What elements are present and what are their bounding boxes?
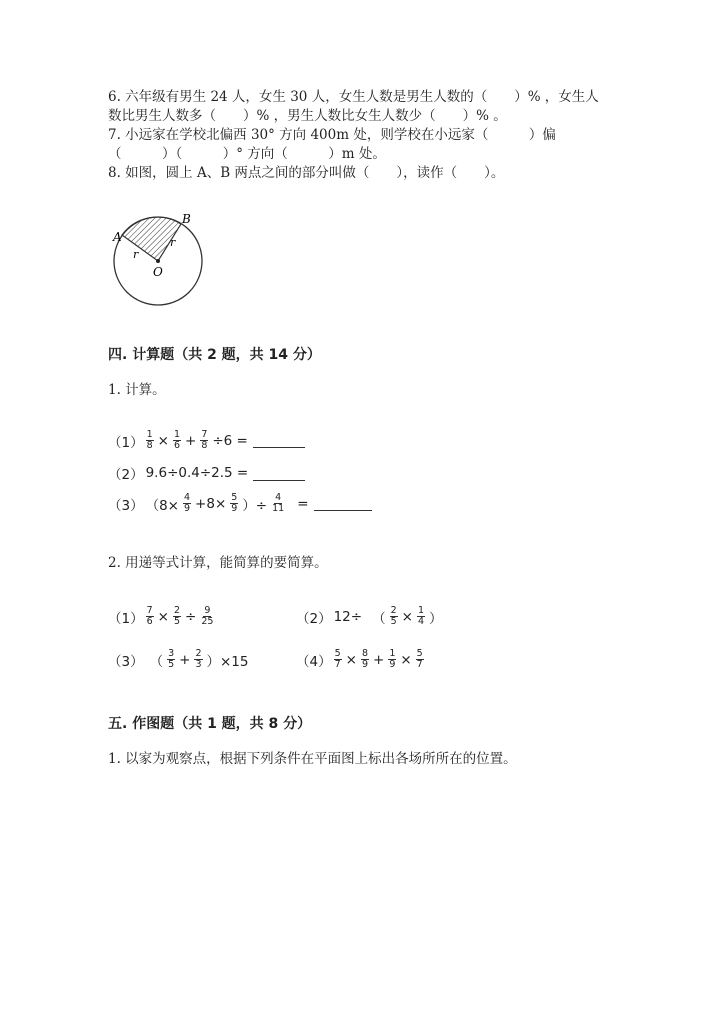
fraction: $\frac{2}{3}$: [195, 648, 202, 670]
answer-blank[interactable]: [253, 466, 305, 481]
e1-label: （1）: [108, 434, 144, 451]
label-o: O: [153, 265, 163, 279]
section4-p1-title: 1. 计算。: [108, 382, 166, 398]
fraction: $\frac{8}{9}$: [361, 648, 368, 670]
e3-label: （3）: [108, 497, 144, 514]
fraction: $\frac{4}{9}$: [184, 492, 191, 514]
label-r-left: r: [133, 248, 139, 261]
fraction: $\frac{1}{8}$: [146, 429, 153, 451]
simplify-expression-4: （4） $\frac{5}{7}$ × $\frac{8}{9}$ + $\frac{1}{9}$ × $\frac{5}{7}$: [296, 648, 423, 670]
e2-label: （2）: [108, 467, 144, 483]
fraction: $\frac{1}{4}$: [417, 605, 424, 627]
answer-blank[interactable]: [253, 433, 305, 448]
fraction: $\frac{9}{25}$: [201, 605, 214, 627]
fraction: $\frac{2}{5}$: [173, 605, 180, 627]
fraction: $\frac{4}{11}$: [272, 492, 285, 514]
label-a: A: [113, 230, 122, 244]
q8-line1: 8. 如图，圆上 A、B 两点之间的部分叫做（ ），读作（ ）。: [108, 165, 505, 181]
simplify-expression-2: （2） 12÷ （ $\frac{2}{5}$ × $\frac{1}{4}$ ）: [296, 605, 443, 627]
fraction: $\frac{5}{7}$: [416, 648, 423, 670]
fraction: $\frac{5}{9}$: [231, 492, 238, 514]
fraction: $\frac{2}{5}$: [390, 605, 397, 627]
fraction: $\frac{1}{6}$: [173, 429, 180, 451]
q6-line1: 6. 六年级有男生 24 人，女生 30 人，女生人数是男生人数的（ ）% ，女生人: [108, 89, 599, 105]
fraction: $\frac{5}{7}$: [334, 648, 341, 670]
calc-expression-2: （2） 9.6÷0.4÷2.5 =: [108, 463, 305, 483]
q7-line2: （ ）（ ）° 方向（ ）m 处。: [108, 146, 386, 162]
center-point: [156, 259, 160, 263]
section4-heading: 四. 计算题（共 2 题，共 14 分）: [108, 347, 321, 363]
label-b: B: [182, 212, 191, 226]
section5-p1: 1. 以家为观察点，根据下列条件在平面图上标出各场所所在的位置。: [108, 751, 517, 767]
section4-p2-title: 2. 用递等式计算，能简算的要简算。: [108, 555, 328, 571]
fraction: $\frac{7}{8}$: [201, 429, 208, 451]
label-r-right: r: [170, 236, 176, 249]
circle-sector-figure: [108, 208, 220, 308]
simplify-expression-1: （1） $\frac{7}{6}$ × $\frac{2}{5}$ ÷ $\frac{9}{25}$: [108, 605, 214, 627]
section5-heading: 五. 作图题（共 1 题，共 8 分）: [108, 716, 312, 732]
calc-expression-1: （1） $\frac{1}{8}$ × $\frac{1}{6}$ + $\frac{7}{8}$ ÷6 =: [108, 430, 305, 451]
simplify-expression-3: （3） （ $\frac{3}{5}$ + $\frac{2}{3}$ ）×15: [108, 648, 249, 670]
q7-line1: 7. 小远家在学校北偏西 30° 方向 400m 处，则学校在小远家（ ）偏: [108, 127, 556, 143]
fraction: $\frac{1}{9}$: [389, 648, 396, 670]
fraction: $\frac{7}{6}$: [146, 605, 153, 627]
calc-expression-3: （3） （8× $\frac{4}{9}$ +8× $\frac{5}{9}$ ）÷ $\frac{4}{11}$ =: [108, 493, 372, 514]
answer-blank[interactable]: [314, 496, 372, 511]
fraction: $\frac{3}{5}$: [168, 648, 175, 670]
q6-line2: 数比男生人数多（ ）% ，男生人数比女生人数少（ ）% 。: [108, 108, 507, 124]
